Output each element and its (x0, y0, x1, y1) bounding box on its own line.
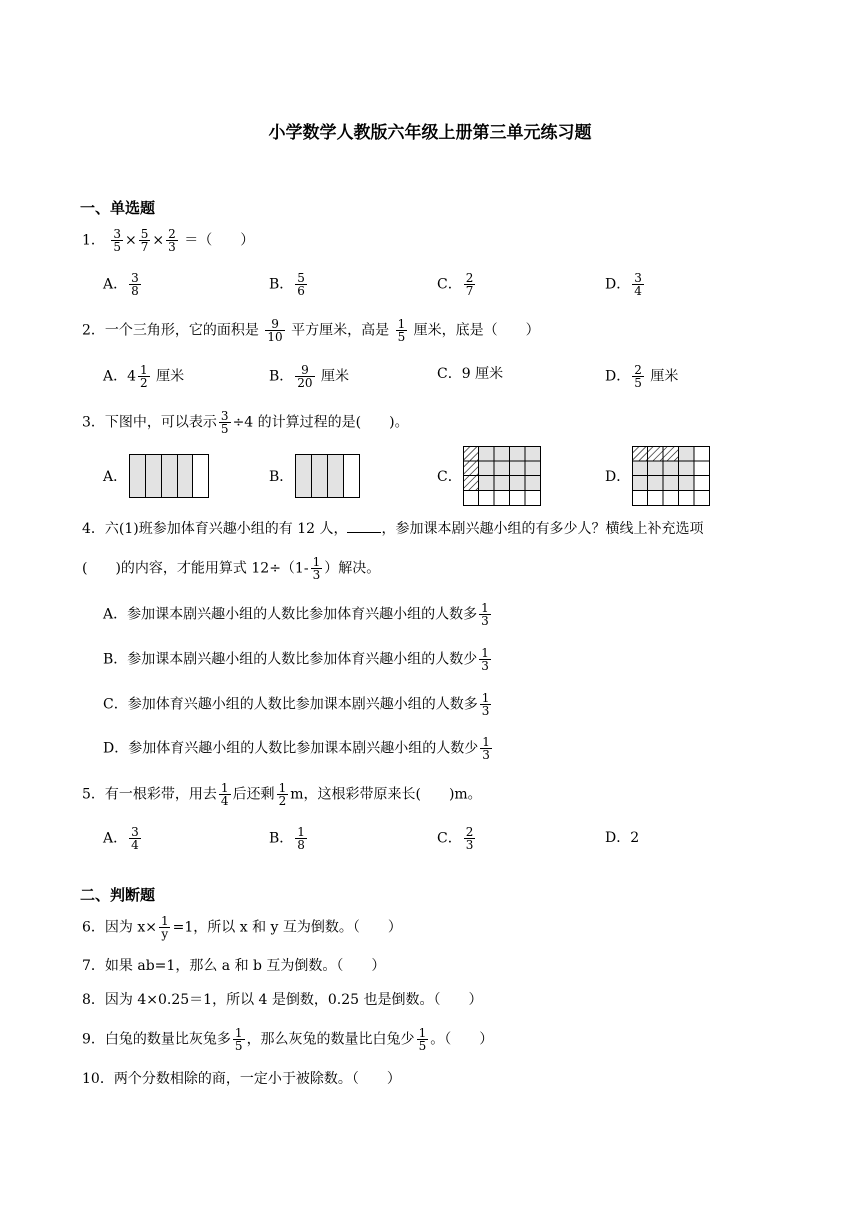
q1-option-d[interactable]: D． $\frac{3}{4}$ (605, 271, 642, 298)
section-heading-true-false: 二、判断题 (80, 886, 156, 904)
q3-figure-c[interactable] (463, 446, 541, 506)
q1-option-c[interactable]: C． $\frac{2}{7}$ (437, 271, 474, 298)
q4-option-a[interactable]: A．参加课本剧兴趣小组的人数比参加体育兴趣小组的人数多 $\frac{1}{3}$ (103, 601, 489, 628)
question-4-line-2: ( )的内容，才能用算式 12÷（1- $\frac{1}{3}$ ）解决。 (82, 555, 381, 582)
q3-figure-b[interactable] (295, 454, 361, 498)
q2-option-a[interactable]: A．4 $\frac{1}{2}$ 厘米 (103, 363, 185, 390)
q3-option-a-label[interactable]: A． (103, 469, 128, 485)
q1-option-a[interactable]: A． $\frac{3}{8}$ (103, 271, 139, 298)
q4-option-c[interactable]: C．参加体育兴趣小组的人数比参加课本剧兴趣小组的人数多 $\frac{1}{3}$ (103, 691, 490, 718)
q4-option-d[interactable]: D．参加体育兴趣小组的人数比参加课本剧兴趣小组的人数少 $\frac{1}{3}$ (103, 735, 490, 762)
question-2: 2．一个三角形，它的面积是 $\frac{9}{10}$ 平方厘米，高是 $\frac{1}{5}$ 厘米，底是（ ） (82, 317, 540, 344)
q5-option-c[interactable]: C． $\frac{2}{3}$ (437, 825, 474, 852)
fraction: $\frac{2}{3}$ (168, 227, 176, 254)
q3-option-c-label[interactable]: C． (437, 469, 462, 485)
question-6: 6．因为 x× $\frac{1}{y}$ =1，所以 x 和 y 互为倒数。（ ） (82, 914, 402, 941)
q5-option-d[interactable]: D．2 (605, 830, 640, 846)
section-heading-single-choice: 一、单选题 (80, 199, 156, 217)
question-4-line-1: 4．六(1)班参加体育兴趣小组的有 12 人， ，参加课本剧兴趣小组的有多少人？横线上补充选项 (82, 518, 703, 539)
question-9: 9．白兔的数量比灰兔多 $\frac{1}{5}$ ，那么灰兔的数量比白兔少 $\frac{1}{5}$ 。（ ） (82, 1026, 494, 1053)
q2-option-c[interactable]: C．9 厘米 (437, 366, 504, 382)
question-5: 5．有一根彩带，用去 $\frac{1}{4}$ 后还剩 $\frac{1}{2}$ m，这根彩带原来长( )m。 (82, 781, 482, 808)
q4-option-b[interactable]: B．参加课本剧兴趣小组的人数比参加体育兴趣小组的人数少 $\frac{1}{3}$ (103, 646, 489, 673)
question-8: 8．因为 4×0.25＝1，所以 4 是倒数，0.25 也是倒数。（ ） (82, 992, 483, 1008)
q3-option-b-label[interactable]: B． (269, 469, 294, 485)
page-title: 小学数学人教版六年级上册第三单元练习题 (268, 123, 592, 143)
question-number: 1． (82, 232, 105, 249)
question-7: 7．如果 ab=1，那么 a 和 b 互为倒数。（ ） (82, 958, 386, 974)
fraction: $\frac{5}{7}$ (140, 227, 149, 254)
q3-figure-d[interactable] (632, 446, 710, 506)
q3-figure-a[interactable] (129, 454, 209, 498)
q2-option-b[interactable]: B． $\frac{9}{20}$ 厘米 (269, 363, 350, 390)
question-10: 10．两个分数相除的商，一定小于被除数。（ ） (82, 1071, 401, 1087)
question-1: 1． $\frac{3}{5}$ × $\frac{5}{7}$ × $\frac{2}{3}$ ＝（ ） (82, 227, 255, 254)
q3-option-d-label[interactable]: D． (605, 469, 631, 485)
answer-blank (347, 518, 381, 533)
question-3: 3．下图中，可以表示 $\frac{3}{5}$ ÷4 的计算过程的是( )。 (82, 409, 409, 436)
q5-option-a[interactable]: A． $\frac{3}{4}$ (103, 825, 139, 852)
q2-option-d[interactable]: D． $\frac{2}{5}$ 厘米 (605, 363, 679, 390)
fraction: $\frac{3}{5}$ (113, 227, 122, 254)
q1-option-b[interactable]: B． $\frac{5}{6}$ (269, 271, 305, 298)
q5-option-b[interactable]: B． $\frac{1}{8}$ (269, 825, 305, 852)
